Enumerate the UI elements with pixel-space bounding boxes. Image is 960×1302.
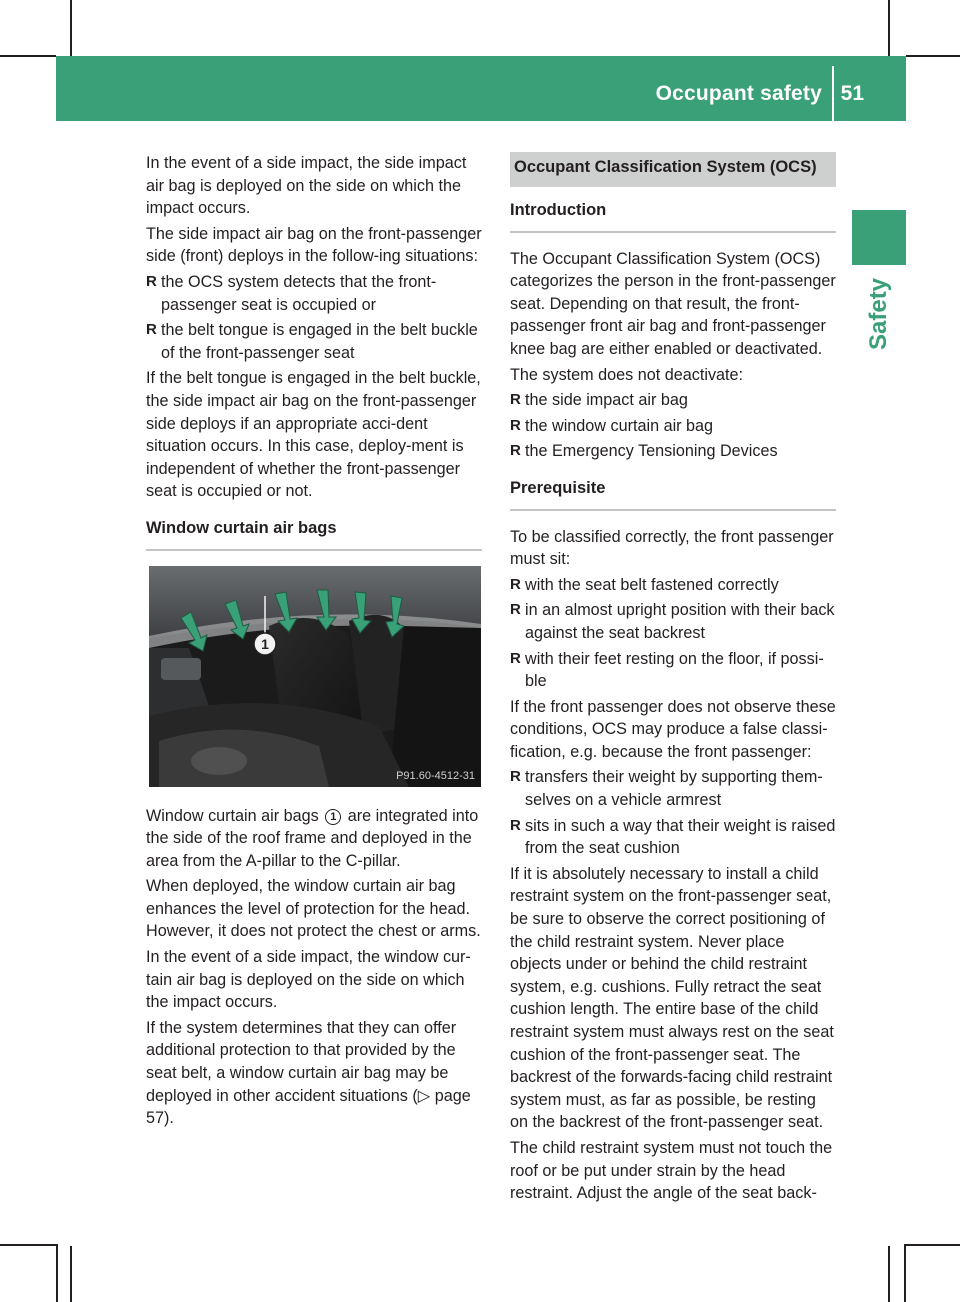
crop-mark (906, 1244, 960, 1246)
paragraph: If the belt tongue is engaged in the belt buckle, the side impact air bag on the front-passenger side deploys if an appropriate acci-dent situation occurs. In this case, deploy-ment is independent of whether the front-passenger seat is occupied or not. (146, 369, 481, 501)
bullet-mark: R (510, 416, 521, 434)
crop-mark (70, 0, 72, 56)
heading-rule (510, 231, 836, 233)
list-item: R the OCS system detects that the front-passenger seat is occupied or (146, 272, 437, 314)
bullet-mark: R (146, 321, 157, 339)
page-header (56, 56, 906, 121)
crop-mark (56, 1244, 58, 1302)
list-item: R the side impact air bag (510, 389, 836, 412)
bullet-list (510, 574, 836, 693)
list-item: R the Emergency Tensioning Devices (510, 440, 836, 463)
paragraph: In the event of a side impact, the side impact air bag is deployed on the side on which the impact occurs. (146, 154, 467, 218)
section-title: Occupant Classification System (OCS) (510, 152, 836, 187)
airbag-illustration (149, 566, 481, 787)
paragraph: If the system determines that they can offer additional protection to that provided by the seat belt, a window curtain air bag may be deployed in other accident situations (▷ page 57). (146, 1018, 471, 1128)
list-item: R the belt tongue is engaged in the belt buckle of the front-passenger seat (146, 321, 478, 362)
paragraph: The side impact air bag on the front-passenger side (front) deploys in the follow-ing situations: (146, 224, 482, 266)
heading-rule (510, 509, 836, 511)
paragraph: To be classified correctly, the front passenger must sit: (510, 527, 834, 569)
figure-code: P91.60-4512-31 (396, 769, 475, 782)
left-column (146, 152, 482, 1133)
bullet-mark: R (510, 601, 521, 619)
list-item: R in an almost upright position with their back against the seat backrest (510, 601, 835, 642)
paragraph: The child restraint system must not touch the roof or be put under strain by the head restraint. Adjust the angle of the seat back- (510, 1138, 833, 1203)
paragraph: The system does not deactivate: (510, 365, 744, 384)
section-heading: Prerequisite (510, 478, 606, 497)
page-number: 51 (840, 82, 864, 105)
crop-mark (0, 1244, 56, 1246)
page-section-title: Occupant safety (655, 82, 822, 105)
page-ref-arrow-icon: ▷ (417, 1086, 431, 1105)
section-heading: Window curtain air bags (146, 518, 337, 537)
car-interior-photo (149, 566, 481, 787)
list-item: R the window curtain air bag (510, 415, 836, 438)
crop-mark (906, 55, 960, 57)
header-divider (832, 66, 834, 121)
crop-mark (904, 1244, 906, 1302)
bullet-mark: R (510, 575, 521, 593)
bullet-mark: R (510, 391, 521, 409)
paragraph: If it is absolutely necessary to install a child restraint system on the front-passenger seat, be sure to observe the correct positioning of the child restraint system. Never place objects under or behind the child restraint system, e.g. cushions. Fully retract the seat cushion length. The entire base of the child restraint system must always rest on the seat cushion of the front-passenger seat. The backrest of the forwards-facing child restraint system must, as far as possible, be resting on the backrest of the front-passenger seat. (510, 864, 834, 1132)
paragraph: In the event of a side impact, the window cur-tain air bag is deployed on the side on which the impact occurs. (146, 948, 471, 1012)
paragraph: Window curtain air bags 1 are integrated into the side of the roof frame and deployed in the area from the A-pillar to the C-pillar. (146, 806, 479, 870)
crop-mark (70, 1246, 72, 1302)
bullet-mark: R (510, 649, 521, 667)
crop-mark (888, 0, 890, 56)
list-item: R with their feet resting on the floor, if possi-ble (510, 649, 824, 691)
paragraph: When deployed, the window curtain air bag enhances the level of protection for the head. However, it does not protect the chest or arms. (146, 877, 481, 941)
bullet-mark: R (510, 442, 521, 460)
heading-rule (146, 549, 482, 551)
section-heading: Introduction (510, 201, 607, 219)
bullet-list (146, 271, 482, 364)
callout-marker: 1 (325, 809, 341, 825)
bullet-list (510, 766, 836, 859)
list-item: R sits in such a way that their weight is raised from the seat cushion (510, 816, 836, 858)
crop-mark (888, 1246, 890, 1302)
chapter-tab-marker (852, 210, 906, 265)
bullet-list (510, 389, 836, 463)
right-column (510, 152, 836, 1208)
chapter-tab-label: Safety (865, 278, 892, 351)
paragraph: The Occupant Classification System (OCS) categorizes the person in the front-passenger seat. Depending on that result, the front-passenger front air bag and front-passenger knee bag are either enabled or deactivated. (510, 249, 836, 358)
list-item: R transfers their weight by supporting them-selves on a vehicle armrest (510, 768, 823, 810)
bullet-mark: R (510, 768, 521, 786)
page-reference[interactable]: page 57). (146, 1086, 471, 1128)
paragraph: If the front passenger does not observe these conditions, OCS may produce a false classi-fication, e.g. because the front passenger: (510, 697, 836, 761)
bullet-mark: R (510, 816, 521, 834)
bullet-mark: R (146, 272, 157, 290)
list-item: R with the seat belt fastened correctly (510, 574, 836, 597)
crop-mark (0, 55, 56, 57)
figure-callout: 1 (261, 635, 269, 652)
